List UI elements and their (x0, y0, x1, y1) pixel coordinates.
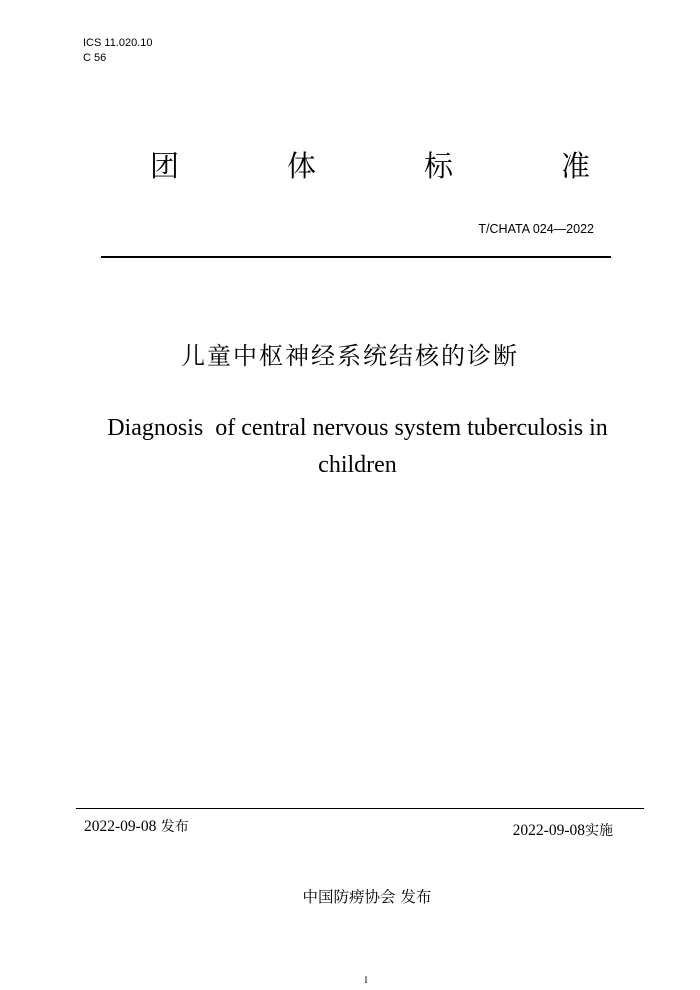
title-english-line-2: children (318, 452, 397, 478)
implement-date: 2022-09-08 (512, 822, 585, 839)
publisher: 中国防痨协会 发布 (302, 888, 432, 906)
standard-number: T/CHATA 024—2022 (478, 222, 594, 236)
bottom-divider (76, 808, 644, 809)
publish-date-block (84, 816, 189, 836)
implement-date-block (513, 820, 613, 840)
top-divider (101, 256, 611, 258)
classification-codes (83, 36, 153, 66)
page-number: I (364, 975, 368, 985)
ics-code: ICS 11.020.10 (83, 37, 153, 49)
ccs-code: C 56 (83, 52, 107, 64)
standard-type-char-1: 团 (150, 149, 180, 183)
title-english (60, 410, 655, 484)
implement-label: 实施 (585, 823, 613, 839)
publish-date: 2022-09-08 (84, 818, 157, 835)
title-english-line-1: Diagnosis of central nervous system tuberculosis in (107, 415, 608, 441)
standard-type-heading (150, 146, 590, 186)
standard-type-char-4: 准 (560, 149, 590, 183)
standard-type-char-3: 标 (423, 149, 453, 183)
title-chinese: 儿童中枢神经系统结核的诊断 (181, 342, 519, 370)
publish-label: 发布 (156, 819, 189, 835)
standard-type-char-2: 体 (286, 149, 316, 183)
